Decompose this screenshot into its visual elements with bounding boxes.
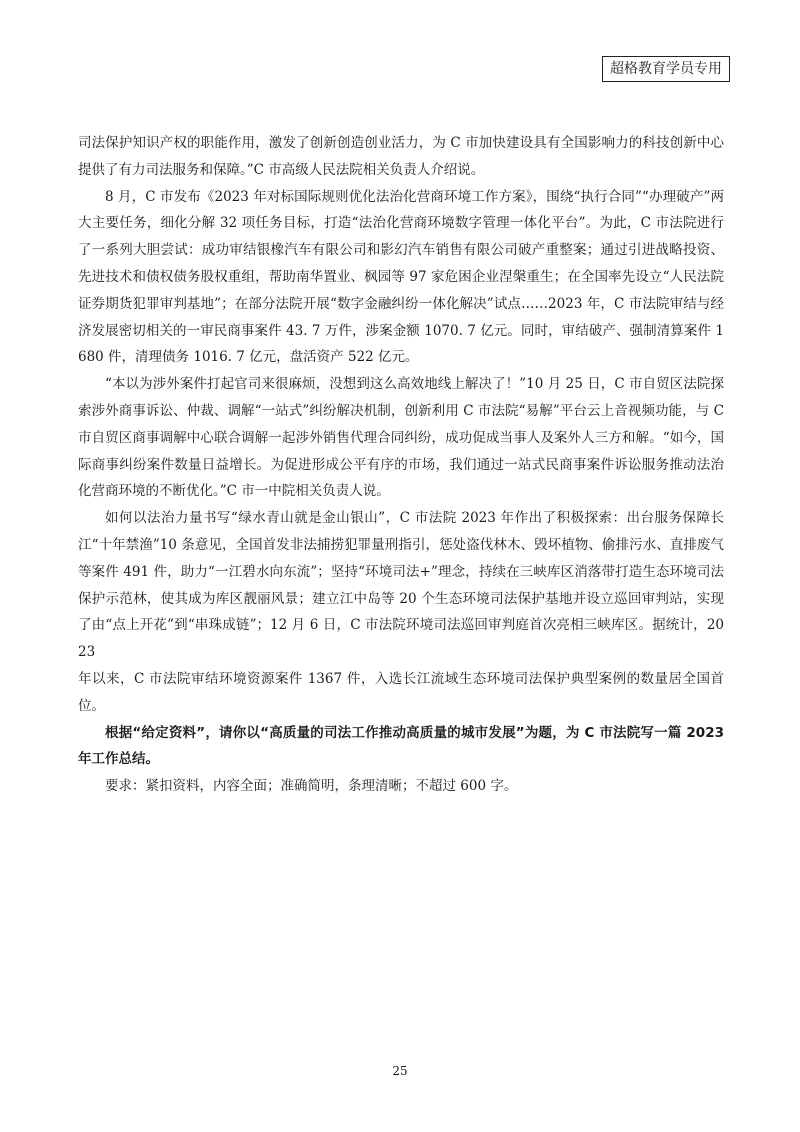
requirements-text: 要求：紧扣资料，内容全面；准确简明，条理清晰；不超过 600 字。 xyxy=(105,778,518,795)
watermark-stamp: 超格教育学员专用 xyxy=(602,56,730,82)
paragraph-continuation: 司法保护知识产权的职能作用，激发了创新创造创业活力，为 C 市加快建设具有全国影响力的科技创新中心提供了有力司法服务和保障。”C 市高级人民法院相关负责人介绍说。 xyxy=(78,135,724,178)
question-prompt: 根据“给定资料”，请你以“高质量的司法工作推动高质量的城市发展”为题，为 C 市法院写一篇 2023 年工作总结。 xyxy=(78,724,724,768)
paragraph-business-environment: 8 月，C 市发布《2023 年对标国际规则优化法治化营商环境工作方案》，围绕“执行合同”“办理破产”两大主要任务，细化分解 32 项任务目标，打造“法治化营商环境数字管理一体化平台”。为此，C 市法院进行了一系列大胆尝试：成功审结银橡汽车有限公司和影幻汽车销售有限公司破产重整案；通过引进战略投资、先进技术和债权债务股权重组，帮助南华置业、枫园等 97 家危困企业涅槃重生；在全国率先设立“人民法院证券期货犯罪审判基地”；在部分法院开展“数字金融纠纷一体化解决”试点……2023 年，C 市法院审结与经济发展密切相关的一审民商事案件 43. 7 万件，涉案金额 1070. 7 亿元。同时，审结破产、强制清算案件 1680 件，清理债务 1016. 7 亿元，盘活资产 522 亿元。 xyxy=(78,188,724,366)
paragraph-foreign-cases: “本以为涉外案件打起官司来很麻烦，没想到这么高效地线上解决了！”10 月 25 日，C 市自贸区法院探索涉外商事诉讼、仲裁、调解“一站式”纠纷解决机制，创新利用 C 市法院“易解”平台云上音视频功能，与 C 市自贸区商事调解中心联合调解一起涉外销售代理合同纠纷，成功促成当事人及案外人三方和解。“如今，国际商事纠纷案件数量日益增长。为促进形成公平有序的市场，我们通过一站式民商事案件诉讼服务推动法治化营商环境的不断优化。”C 市一中院相关负责人说。 xyxy=(78,376,724,500)
page-number: 25 xyxy=(392,1064,408,1078)
paragraph-environment-end: 年以来，C 市法院审结环境资源案件 1367 件，入选长江流域生态环境司法保护典型案例的数量居全国首位。 xyxy=(78,670,724,714)
paragraph-environment: 如何以法治力量书写“绿水青山就是金山银山”，C 市法院 2023 年作出了积极探索：出台服务保障长江“十年禁渔”10 条意见，全国首发非法捕捞犯罪量刑指引，惩处盗伐林木、毁坏植物、偷排污水、直排废气等案件 491 件，助力“一江碧水向东流”；坚持“环境司法+”理念，持续在三峡库区消落带打造生态环境司法保护示范林，使其成为库区靓丽风景；建立江中岛等 20 个生态环境司法保护基地并设立巡回审判站，实现了由“点上开花”到“串珠成链”；12 月 6 日，C 市法院环境司法巡回审判庭首次亮相三峡库区。据统计，2023 xyxy=(78,510,724,661)
document-body xyxy=(78,130,724,800)
